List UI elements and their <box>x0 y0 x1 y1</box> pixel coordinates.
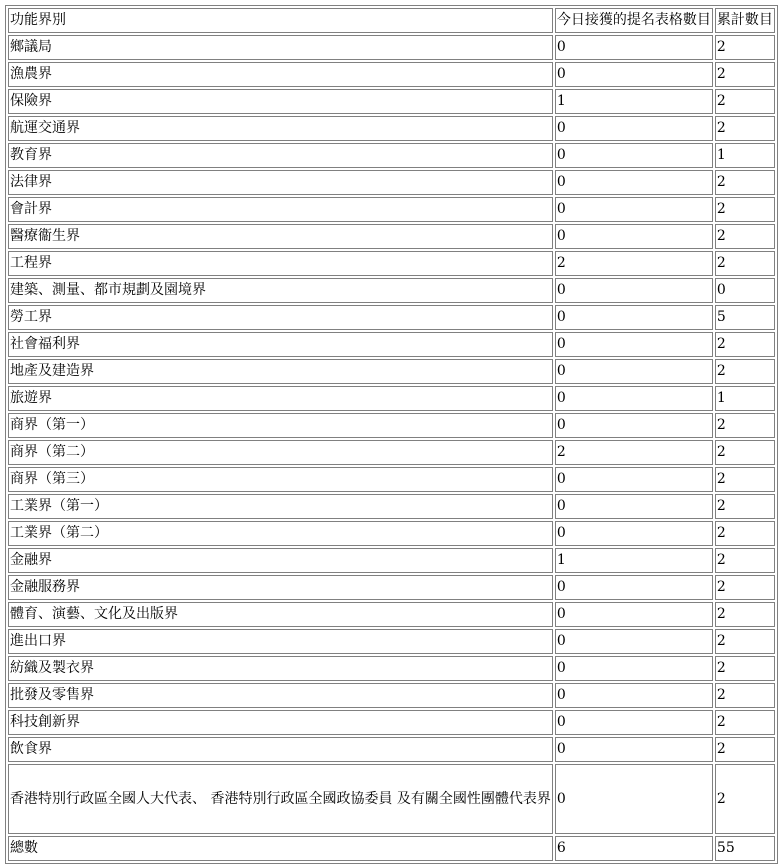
table-body <box>8 8 775 861</box>
today-count-cell: 0 <box>555 656 713 681</box>
total-label: 總數 <box>8 836 553 861</box>
today-count-cell: 0 <box>555 710 713 735</box>
today-count-cell: 0 <box>555 359 713 384</box>
today-count-cell: 0 <box>555 224 713 249</box>
today-count-cell: 0 <box>555 521 713 546</box>
today-count-cell: 0 <box>555 332 713 357</box>
table-row <box>8 440 775 465</box>
total-sum: 55 <box>715 836 775 861</box>
total-count-cell: 2 <box>715 224 775 249</box>
today-count-cell: 0 <box>555 116 713 141</box>
table-row <box>8 224 775 249</box>
nominations-table <box>5 5 778 864</box>
today-count-cell: 0 <box>555 197 713 222</box>
table-row <box>8 737 775 762</box>
total-count-cell: 2 <box>715 170 775 195</box>
total-count-cell: 1 <box>715 386 775 411</box>
sector-cell: 金融服務界 <box>8 575 553 600</box>
table-row <box>8 629 775 654</box>
table-row <box>8 521 775 546</box>
sector-cell: 工業界（第一） <box>8 494 553 519</box>
sector-cell: 紡織及製衣界 <box>8 656 553 681</box>
today-count-cell: 0 <box>555 386 713 411</box>
table-row <box>8 197 775 222</box>
table-row <box>8 143 775 168</box>
sector-cell: 科技創新界 <box>8 710 553 735</box>
total-count-cell: 2 <box>715 413 775 438</box>
sector-cell: 工程界 <box>8 251 553 276</box>
table-row <box>8 683 775 708</box>
today-count-cell: 0 <box>555 62 713 87</box>
total-row <box>8 836 775 861</box>
sector-cell: 醫療衞生界 <box>8 224 553 249</box>
total-count-cell: 2 <box>715 440 775 465</box>
sector-cell: 金融界 <box>8 548 553 573</box>
sector-cell: 勞工界 <box>8 305 553 330</box>
total-count-cell: 2 <box>715 521 775 546</box>
today-count-cell: 0 <box>555 143 713 168</box>
table-row <box>8 116 775 141</box>
table-row <box>8 170 775 195</box>
table-row <box>8 494 775 519</box>
table-row <box>8 764 775 834</box>
sector-cell: 旅遊界 <box>8 386 553 411</box>
table-row <box>8 575 775 600</box>
total-count-cell: 2 <box>715 656 775 681</box>
today-count-cell: 1 <box>555 548 713 573</box>
total-count-cell: 2 <box>715 116 775 141</box>
today-count-cell: 0 <box>555 413 713 438</box>
sector-cell: 教育界 <box>8 143 553 168</box>
today-count-cell: 0 <box>555 575 713 600</box>
sector-cell: 商界（第三） <box>8 467 553 492</box>
table-row <box>8 413 775 438</box>
today-count-cell: 0 <box>555 764 713 834</box>
table-row <box>8 359 775 384</box>
header-sector: 功能界別 <box>8 8 553 33</box>
sector-cell: 鄉議局 <box>8 35 553 60</box>
total-count-cell: 2 <box>715 764 775 834</box>
today-count-cell: 0 <box>555 737 713 762</box>
today-count-cell: 0 <box>555 629 713 654</box>
table-row <box>8 89 775 114</box>
table-row <box>8 710 775 735</box>
sector-cell: 商界（第一） <box>8 413 553 438</box>
sector-cell: 建築、測量、都市規劃及園境界 <box>8 278 553 303</box>
sector-cell: 體育、演藝、文化及出版界 <box>8 602 553 627</box>
total-count-cell: 2 <box>715 602 775 627</box>
today-count-cell: 0 <box>555 305 713 330</box>
table-row <box>8 278 775 303</box>
total-count-cell: 2 <box>715 683 775 708</box>
sector-cell: 法律界 <box>8 170 553 195</box>
sector-cell: 飲食界 <box>8 737 553 762</box>
table-row <box>8 656 775 681</box>
today-count-cell: 0 <box>555 35 713 60</box>
table-row <box>8 467 775 492</box>
today-count-cell: 0 <box>555 602 713 627</box>
total-count-cell: 2 <box>715 737 775 762</box>
today-count-cell: 1 <box>555 89 713 114</box>
today-count-cell: 2 <box>555 440 713 465</box>
today-count-cell: 0 <box>555 494 713 519</box>
total-count-cell: 2 <box>715 629 775 654</box>
total-count-cell: 2 <box>715 332 775 357</box>
sector-cell: 保險界 <box>8 89 553 114</box>
sector-cell: 航運交通界 <box>8 116 553 141</box>
total-count-cell: 5 <box>715 305 775 330</box>
today-count-cell: 0 <box>555 170 713 195</box>
header-total: 累計數目 <box>715 8 775 33</box>
total-count-cell: 0 <box>715 278 775 303</box>
table-row <box>8 62 775 87</box>
sector-cell: 漁農界 <box>8 62 553 87</box>
header-row <box>8 8 775 33</box>
today-count-cell: 0 <box>555 467 713 492</box>
table-row <box>8 548 775 573</box>
total-count-cell: 2 <box>715 251 775 276</box>
table-row <box>8 35 775 60</box>
total-count-cell: 2 <box>715 467 775 492</box>
today-count-cell: 0 <box>555 683 713 708</box>
total-count-cell: 2 <box>715 89 775 114</box>
sector-cell: 進出口界 <box>8 629 553 654</box>
total-count-cell: 2 <box>715 494 775 519</box>
table-row <box>8 305 775 330</box>
total-count-cell: 2 <box>715 197 775 222</box>
today-count-cell: 0 <box>555 278 713 303</box>
table-row <box>8 251 775 276</box>
total-count-cell: 2 <box>715 62 775 87</box>
total-count-cell: 2 <box>715 548 775 573</box>
table-row <box>8 386 775 411</box>
header-today: 今日接獲的提名表格數目 <box>555 8 713 33</box>
sector-cell: 香港特別行政區全國人大代表、 香港特別行政區全國政協委員 及有關全國性團體代表界 <box>8 764 553 834</box>
total-count-cell: 1 <box>715 143 775 168</box>
today-count-cell: 2 <box>555 251 713 276</box>
sector-cell: 會計界 <box>8 197 553 222</box>
total-count-cell: 2 <box>715 710 775 735</box>
table-row <box>8 602 775 627</box>
total-count-cell: 2 <box>715 359 775 384</box>
sector-cell: 地產及建造界 <box>8 359 553 384</box>
total-count-cell: 2 <box>715 575 775 600</box>
total-count-cell: 2 <box>715 35 775 60</box>
sector-cell: 工業界（第二） <box>8 521 553 546</box>
total-today: 6 <box>555 836 713 861</box>
sector-cell: 批發及零售界 <box>8 683 553 708</box>
sector-cell: 商界（第二） <box>8 440 553 465</box>
sector-cell: 社會福利界 <box>8 332 553 357</box>
table-row <box>8 332 775 357</box>
